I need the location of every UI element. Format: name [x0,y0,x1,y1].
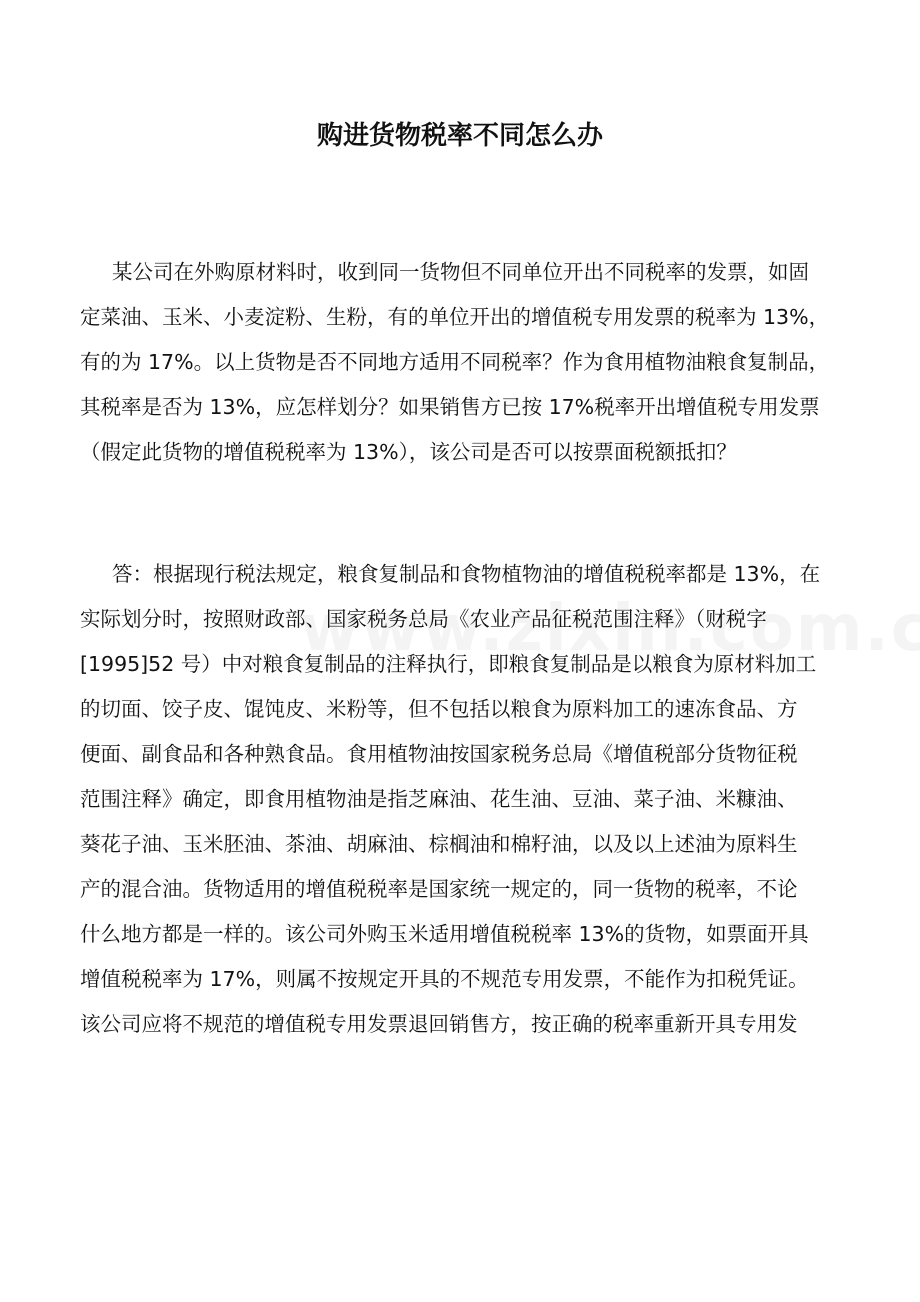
document-title: 购进货物税率不同怎么办 [316,121,603,151]
paragraph-line: 增值税税率为 17%，则属不按规定开具的不规范专用发票，不能作为扣税凭证。 [80,967,809,991]
paragraph-line: 其税率是否为 13%，应怎样划分？如果销售方已按 17%税率开出增值税专用发票 [80,395,820,419]
paragraph-line: 答：根据现行税法规定，粮食复制品和食物植物油的增值税税率都是 13%，在 [112,562,821,586]
paragraph-line: 某公司在外购原材料时，收到同一货物但不同单位开出不同税率的发票，如固 [112,260,809,284]
paragraph-line: 什么地方都是一样的。该公司外购玉米适用增值税税率 13%的货物，如票面开具 [80,922,809,946]
paragraph-line: （假定此货物的增值税税率为 13%），该公司是否可以按票面税额抵扣？ [80,440,737,464]
paragraph-line: 有的为 17%。以上货物是否不同地方适用不同税率？作为食用植物油粮食复制品， [80,350,830,374]
paragraph-line: [1995]52 号）中对粮食复制品的注释执行，即粮食复制品是以粮食为原材料加工 [80,652,817,676]
paragraph-line: 葵花子油、玉米胚油、茶油、胡麻油、棕榈油和棉籽油，以及以上述油为原料生 [80,832,798,856]
paragraph-line: 该公司应将不规范的增值税专用发票退回销售方，按正确的税率重新开具专用发 [80,1012,798,1036]
paragraph-line: 实际划分时，按照财政部、国家税务总局《农业产品征税范围注释》（财税字 [80,607,767,631]
paragraph-line: 的切面、饺子皮、馄饨皮、米粉等，但不包括以粮食为原料加工的速冻食品、方 [80,697,798,721]
paragraph-line: 产的混合油。货物适用的增值税税率是国家统一规定的，同一货物的税率，不论 [80,877,798,901]
paragraph-line: 定菜油、玉米、小麦淀粉、生粉，有的单位开出的增值税专用发票的税率为 13%， [80,305,830,329]
paragraph-line: 范围注释》确定，即食用植物油是指芝麻油、花生油、豆油、菜子油、米糠油、 [80,787,798,811]
paragraph-line: 便面、副食品和各种熟食品。食用植物油按国家税务总局《增值税部分货物征税 [80,742,798,766]
